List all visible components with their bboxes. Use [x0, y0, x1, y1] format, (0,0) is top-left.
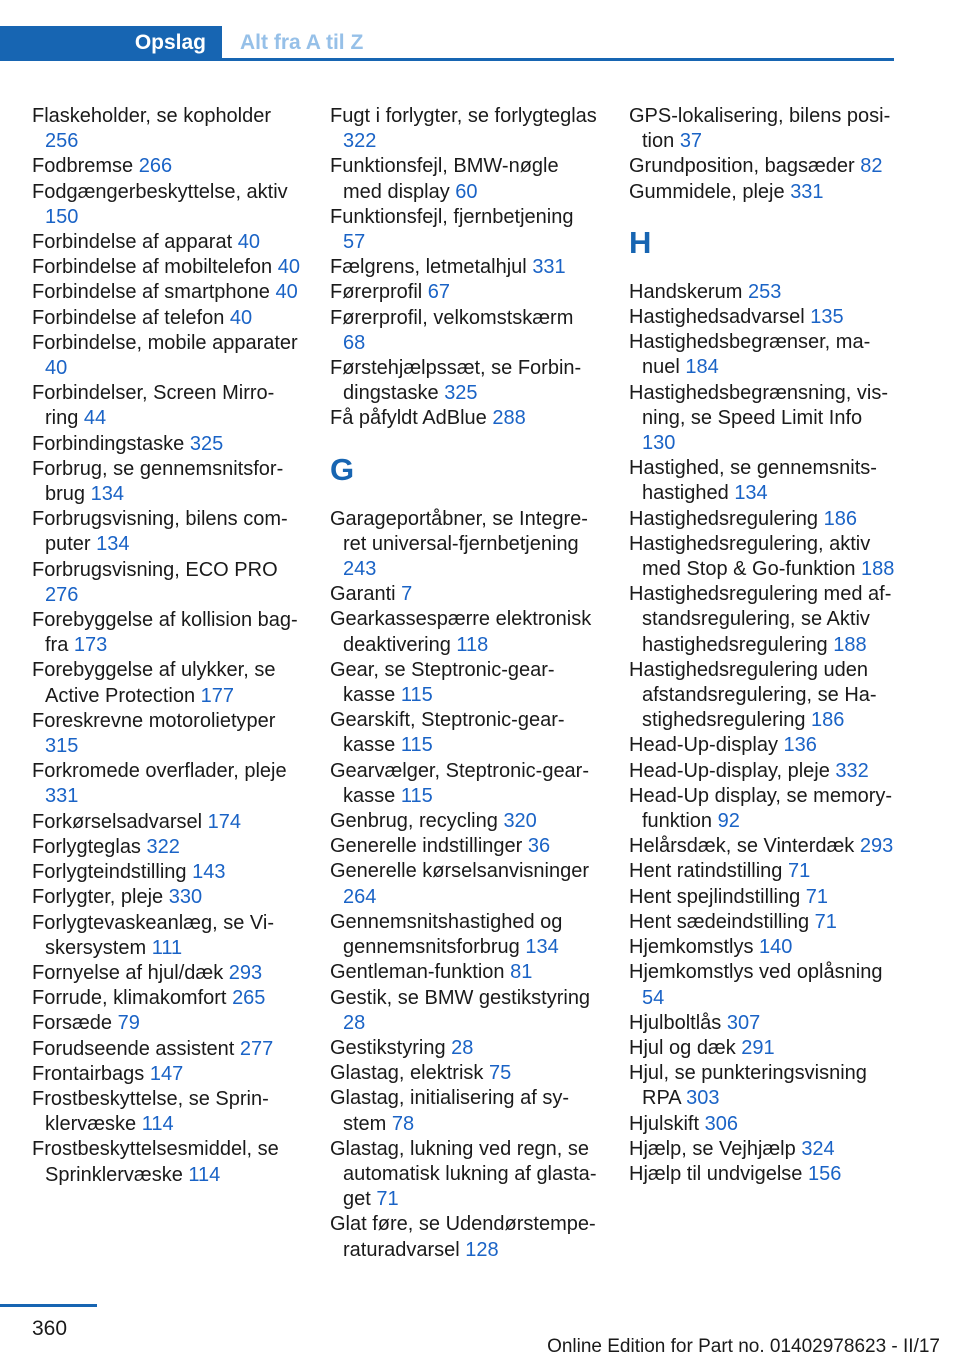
page-reference-link[interactable]: 114 — [141, 1113, 174, 1136]
index-entry-text: GPS-lokalisering, bilens position — [629, 105, 891, 153]
index-entry-text: Førerprofil — [330, 281, 423, 304]
page-reference-link[interactable]: 115 — [400, 734, 433, 757]
index-entry — [629, 784, 899, 834]
page-reference-link[interactable]: 265 — [232, 987, 266, 1010]
index-entry-text: Funktionsfejl, BMW-nøgle med display — [330, 155, 559, 203]
index-entry — [629, 910, 899, 935]
footer-divider — [0, 1304, 97, 1307]
index-entry-text: Forbindingstaske — [32, 432, 185, 455]
page-reference-link[interactable]: 331 — [532, 256, 566, 279]
page-reference-link[interactable]: 118 — [456, 633, 489, 656]
page-reference-link[interactable]: 188 — [861, 558, 895, 581]
page-reference-link[interactable]: 140 — [759, 936, 793, 959]
index-entry — [629, 1112, 899, 1137]
page-reference-link[interactable]: 188 — [833, 633, 867, 656]
page-reference-link[interactable]: 44 — [83, 407, 107, 430]
index-entry — [330, 658, 600, 708]
index-entry-text: Funktionsfejl, fjernbetjening — [330, 205, 574, 228]
index-entry-text: Forbindelse, mobile apparater — [32, 331, 298, 354]
page-reference-link[interactable]: 325 — [444, 382, 478, 405]
index-entry — [330, 1212, 600, 1262]
page-reference-link[interactable]: 114 — [188, 1163, 221, 1186]
index-entry — [330, 960, 600, 985]
index-entry-text: Gestikstyring — [330, 1036, 446, 1059]
page-reference-link[interactable]: 37 — [679, 130, 703, 153]
index-entry-text: Hastighedsregulering uden afstandsregulering, se Hastighedsregulering — [629, 658, 877, 732]
index-entry — [32, 1037, 300, 1062]
page-reference-link[interactable]: 143 — [192, 861, 226, 884]
index-entry — [629, 507, 899, 532]
index-entry — [330, 205, 600, 255]
index-entry — [629, 582, 899, 658]
index-entry — [32, 709, 300, 759]
index-entry — [330, 306, 600, 356]
index-entry-text: Førstehjælpssæt, se Forbindingstaske — [330, 357, 582, 405]
page-reference-link[interactable]: 324 — [801, 1137, 835, 1160]
index-entry-text: Generelle kørselsanvisninger — [330, 860, 590, 883]
index-entry — [629, 280, 899, 305]
page-reference-link[interactable]: 68 — [343, 331, 366, 354]
index-entry-text: Gearkassespærre elektronisk deaktivering — [330, 608, 592, 656]
page-reference-link[interactable]: 54 — [642, 986, 665, 1009]
index-entry-text: Frostbeskyttelse, se Sprinklervæske — [32, 1087, 269, 1136]
section-letter-g: G — [330, 451, 355, 487]
index-entry — [32, 860, 300, 885]
index-entry — [32, 1137, 300, 1187]
index-entry-text: Forbrugsvisning, ECO PRO — [32, 558, 278, 581]
index-entry-text: Forlygter, pleje — [32, 886, 164, 909]
index-entry — [629, 1137, 899, 1162]
index-entry-text: Glastag, elektrisk — [330, 1062, 484, 1085]
index-entry-text: Genbrug, recycling — [330, 810, 498, 833]
index-entry — [330, 255, 600, 280]
index-entry-text: Glastag, initialisering af system — [330, 1087, 569, 1135]
page-reference-link[interactable]: 174 — [207, 810, 241, 833]
page-reference-link[interactable]: 177 — [200, 684, 235, 707]
page-reference-link[interactable]: 325 — [189, 432, 224, 455]
index-entry — [330, 1061, 600, 1086]
page-reference-link[interactable]: 293 — [859, 835, 894, 858]
index-entry-text: Hastighedsregulering med afstandsregulering, se Aktiv hastighedsregulering — [629, 583, 892, 656]
index-entry — [629, 834, 899, 859]
index-entry-text: Grundposition, bagsæder — [629, 155, 855, 178]
index-entry-text: Glat føre, se Udendørstemperaturadvarsel — [330, 1213, 596, 1261]
index-entry-text: Hent sædeindstilling — [629, 910, 810, 933]
page-reference-link[interactable]: 315 — [45, 735, 79, 758]
index-entry-text: Forebyggelse af kollision bagfra — [32, 609, 298, 657]
index-entry — [32, 558, 300, 608]
page-reference-link[interactable]: 331 — [790, 180, 824, 203]
index-entry — [32, 835, 300, 860]
index-entry-text: Fugt i forlygter, se forlygteglas — [330, 105, 597, 127]
page-reference-link[interactable]: 277 — [239, 1037, 274, 1060]
page-reference-link[interactable]: 134 — [96, 533, 130, 556]
page-reference-link[interactable]: 173 — [73, 634, 108, 657]
page-number: 360 — [32, 1317, 68, 1340]
index-entry — [32, 911, 300, 961]
page-reference-link[interactable]: 82 — [860, 155, 883, 178]
index-entry — [629, 104, 899, 154]
index-entry-text: Garageportåbner, se Integreret universal-fjernbetjening — [330, 507, 588, 555]
index-entry — [32, 1062, 300, 1087]
index-entry — [330, 280, 600, 305]
page-reference-link[interactable]: 330 — [168, 886, 203, 909]
index-entry — [330, 1137, 600, 1213]
page-reference-link[interactable]: 134 — [734, 482, 768, 505]
index-entry — [629, 733, 899, 758]
index-entry-text: Forbrugsvisning, bilens computer — [32, 508, 288, 556]
page-reference-link[interactable]: 243 — [343, 558, 377, 581]
page-reference-link[interactable]: 115 — [400, 684, 433, 707]
index-entry-text: Få påfyldt AdBlue — [330, 407, 487, 430]
index-entry — [330, 910, 600, 960]
index-entry-text: Hent spejlindstilling — [629, 885, 801, 908]
page-reference-link[interactable]: 253 — [747, 280, 782, 303]
index-entry-text: Head-Up-display, pleje — [629, 759, 830, 782]
index-entry — [32, 986, 300, 1011]
index-entry — [330, 582, 600, 607]
page-reference-link[interactable]: 156 — [807, 1162, 842, 1185]
index-entry-text: Hjælp til undvigelse — [629, 1162, 803, 1185]
index-entry-text: Førerprofil, velkomstskærm — [330, 306, 574, 329]
index-entry — [330, 834, 600, 859]
index-entry-text: Fodgængerbeskyttelse, aktiv — [32, 180, 288, 203]
index-entry-text: Hent ratindstilling — [629, 860, 783, 883]
index-entry-text: Generelle indstillinger — [330, 835, 523, 858]
tab-alt-label: Alt fra A til Z — [240, 31, 364, 54]
index-entry-text: Forlygteglas — [32, 835, 141, 858]
index-entry — [629, 859, 899, 884]
page-reference-link[interactable]: 307 — [726, 1011, 761, 1034]
index-entry — [629, 330, 899, 380]
page-reference-link[interactable]: 28 — [451, 1036, 474, 1059]
page-reference-link[interactable]: 130 — [642, 432, 676, 455]
index-entry — [629, 885, 899, 910]
page-reference-link[interactable]: 331 — [45, 785, 79, 808]
page-reference-link[interactable]: 71 — [805, 885, 829, 908]
index-entry — [629, 381, 899, 457]
index-entry — [32, 104, 300, 154]
index-entry-text: Helårsdæk, se Vinterdæk — [629, 835, 855, 858]
index-entry — [32, 306, 300, 331]
index-entry-text: Hastighedsbegrænsning, visning, se Speed Limit Info — [629, 381, 889, 429]
index-entry-text: Frontairbags — [32, 1062, 145, 1085]
page-reference-link[interactable]: 256 — [45, 130, 79, 153]
index-entry — [629, 960, 899, 1010]
index-entry — [330, 507, 600, 583]
index-entry-text: Forkromede overflader, pleje — [32, 760, 287, 783]
index-entry-text: Forbindelse af mobiltelefon — [32, 256, 273, 279]
index-entry — [330, 104, 600, 154]
index-entry — [32, 759, 300, 809]
index-entry — [32, 154, 300, 179]
index-entry-text: Head-Up display, se memory-funktion — [629, 784, 893, 833]
index-entry — [330, 607, 600, 657]
index-entry — [32, 608, 300, 658]
index-entry-text: Forebyggelse af ulykker, se Active Protection — [32, 659, 276, 707]
index-entry — [330, 986, 600, 1036]
index-entry-text: Hjemkomstlys — [629, 936, 754, 959]
index-entry-text: Forlygteindstilling — [32, 861, 187, 884]
page-reference-link[interactable]: 71 — [376, 1188, 399, 1211]
index-entry — [32, 331, 300, 381]
index-entry — [629, 532, 899, 582]
index-entry — [32, 255, 300, 280]
index-entry-text: Gearskift, Steptronic-gearkasse — [330, 709, 565, 757]
page-reference-link[interactable]: 71 — [787, 860, 811, 883]
page-reference-link[interactable]: 81 — [510, 961, 533, 984]
index-entry-text: Hjul, se punkteringsvisning RPA — [629, 1062, 867, 1110]
page-reference-link[interactable]: 78 — [391, 1112, 415, 1135]
index-entry-text: Hjælp, se Vejhjælp — [629, 1137, 796, 1160]
page-reference-link[interactable]: 332 — [835, 759, 869, 782]
index-entry — [330, 1086, 600, 1136]
index-entry-text: Head-Up-display — [629, 734, 778, 757]
page-reference-link[interactable]: 134 — [525, 936, 559, 959]
page-reference-link[interactable]: 57 — [343, 231, 366, 254]
page-reference-link[interactable]: 264 — [343, 885, 377, 908]
page-reference-link[interactable]: 79 — [117, 1012, 140, 1035]
index-entry — [32, 280, 300, 305]
page-reference-link[interactable]: 67 — [427, 281, 451, 304]
index-entry-text: Forrude, klimakomfort — [32, 987, 227, 1010]
page-reference-link[interactable]: 306 — [704, 1112, 738, 1135]
page-reference-link[interactable]: 135 — [810, 306, 844, 329]
tab-alt-fra-a-til-z[interactable] — [222, 26, 894, 59]
index-entry-text: Gummidele, pleje — [629, 180, 785, 203]
page-reference-link[interactable]: 75 — [488, 1062, 512, 1085]
index-entry — [32, 432, 300, 457]
index-entry — [32, 810, 300, 835]
page-reference-link[interactable]: 186 — [811, 709, 845, 732]
index-entry — [330, 1036, 600, 1061]
index-entry-text: Hastighedsbegrænser, manuel — [629, 331, 871, 379]
index-entry-text: Hastighed, se gennemsnitshastighed — [629, 457, 877, 505]
page-reference-link[interactable]: 40 — [277, 256, 300, 279]
index-entry — [330, 356, 600, 406]
index-entry-text: Fodbremse — [32, 155, 134, 178]
index-entry-text: Gestik, se BMW gestikstyring — [330, 986, 591, 1009]
index-entry-text: Forudseende assistent — [32, 1037, 235, 1060]
index-entry — [629, 759, 899, 784]
page-reference-link[interactable]: 7 — [401, 583, 413, 606]
index-entry — [32, 507, 300, 557]
index-entry — [32, 885, 300, 910]
index-entry-text: Gear, se Steptronic-gearkasse — [330, 658, 555, 707]
page-reference-link[interactable]: 115 — [400, 784, 433, 807]
tab-opslag-label: Opslag — [134, 31, 206, 54]
index-entry — [32, 1011, 300, 1036]
index-entry — [32, 1087, 300, 1137]
index-entry — [32, 961, 300, 986]
index-column-2 — [330, 104, 600, 1263]
index-entry-text: Forbindelser, Screen Mirroring — [32, 382, 275, 430]
page-reference-link[interactable]: 320 — [503, 810, 537, 833]
page-reference-link[interactable]: 40 — [45, 357, 68, 380]
index-entry — [629, 935, 899, 960]
index-entry-text: Forlygtevaskeanlæg, se Viskersystem — [32, 911, 274, 959]
index-entry — [629, 305, 899, 330]
index-entry-text: Hastighedsregulering — [629, 507, 819, 530]
page-reference-link[interactable]: 150 — [45, 205, 79, 228]
index-entry — [330, 759, 600, 809]
page-reference-link[interactable]: 266 — [138, 155, 173, 178]
index-entry-text: Gennemsnitshastighed og gennemsnitsforbrug — [330, 910, 563, 959]
index-entry — [330, 406, 600, 431]
index-entry-text: Forbindelse af apparat — [32, 231, 233, 254]
index-entry-text: Gentleman-funktion — [330, 961, 505, 984]
index-entry-text: Hjul og dæk — [629, 1036, 736, 1059]
index-column-3 — [629, 104, 899, 1187]
page-reference-link[interactable]: 184 — [685, 356, 719, 379]
index-column-1 — [32, 104, 300, 1188]
index-entry-text: Flaskeholder, se kopholder — [32, 105, 272, 127]
index-entry — [629, 1036, 899, 1061]
index-entry — [32, 658, 300, 708]
index-entry-text: Handskerum — [629, 280, 743, 303]
page-reference-link[interactable]: 71 — [814, 910, 837, 933]
index-entry-text: Forsæde — [32, 1012, 113, 1035]
page-reference-link[interactable]: 40 — [237, 231, 260, 254]
page-reference-link[interactable]: 147 — [149, 1062, 184, 1085]
index-entry-text: Glastag, lukning ved regn, se automatisk lukning af glastaget — [330, 1137, 597, 1211]
index-entry — [629, 1162, 899, 1187]
page-reference-link[interactable]: 134 — [90, 483, 124, 506]
index-entry-text: Frostbeskyttelsesmiddel, se Sprinklervæske — [32, 1138, 279, 1186]
edition-note: Online Edition for Part no. 01402978623 - II/17 — [547, 1336, 940, 1357]
index-entry-text: Foreskrevne motorolietyper — [32, 709, 276, 732]
index-entry — [629, 456, 899, 506]
page-reference-link[interactable]: 322 — [146, 835, 180, 858]
index-entry — [629, 1011, 899, 1036]
page-reference-link[interactable]: 291 — [741, 1036, 775, 1059]
index-entry-text: Forbindelse af telefon — [32, 306, 225, 329]
index-entry — [330, 859, 600, 909]
index-entry — [32, 230, 300, 255]
page-reference-link[interactable]: 303 — [686, 1087, 720, 1110]
index-entry — [629, 1061, 899, 1111]
page-reference-link[interactable]: 293 — [228, 961, 263, 984]
index-entry — [32, 457, 300, 507]
index-entry — [330, 809, 600, 834]
page-reference-link[interactable]: 40 — [229, 306, 253, 329]
page-reference-link[interactable]: 186 — [823, 507, 857, 530]
page-reference-link[interactable]: 136 — [783, 734, 817, 757]
index-entry-text: Fornyelse af hjul/dæk — [32, 961, 224, 984]
tab-opslag[interactable] — [0, 26, 222, 59]
page-reference-link[interactable]: 36 — [527, 835, 551, 858]
index-entry-text: Hjulboltlås — [629, 1011, 722, 1034]
index-entry-text: Hjemkomstlys ved oplåsning — [629, 961, 883, 984]
page-reference-link[interactable]: 60 — [455, 180, 478, 203]
page-reference-link[interactable]: 28 — [343, 1011, 366, 1034]
index-entry-text: Hjulskift — [629, 1112, 700, 1135]
index-entry-text: Forbindelse af smartphone — [32, 281, 270, 304]
page-reference-link[interactable]: 288 — [492, 407, 526, 430]
page-reference-link[interactable]: 111 — [151, 936, 183, 959]
page-reference-link[interactable]: 128 — [465, 1238, 499, 1261]
index-entry-text: Forbrug, se gennemsnitsforbrug — [32, 457, 284, 506]
section-letter-h: H — [629, 224, 652, 260]
index-entry — [629, 180, 899, 205]
index-entry — [330, 154, 600, 204]
index-entry — [629, 658, 899, 734]
page-reference-link[interactable]: 92 — [717, 810, 740, 833]
header-divider — [0, 58, 894, 61]
index-entry-text: Hastighedsregulering, aktiv med Stop & Go-funktion — [629, 532, 871, 581]
page-reference-link[interactable]: 40 — [275, 281, 298, 304]
index-entry-text: Gearvælger, Steptronic-gearkasse — [330, 759, 590, 807]
index-entry — [330, 708, 600, 758]
index-entry-text: Forkørselsadvarsel — [32, 810, 203, 833]
index-entry — [32, 180, 300, 230]
index-entry-text: Garanti — [330, 583, 396, 606]
index-entry — [32, 381, 300, 431]
page-reference-link[interactable]: 276 — [45, 583, 79, 606]
index-entry — [629, 154, 899, 179]
index-entry-text: Hastighedsadvarsel — [629, 306, 805, 329]
page-reference-link[interactable]: 322 — [343, 130, 377, 153]
header-bar — [0, 0, 960, 62]
index-entry-text: Fælgrens, letmetalhjul — [330, 256, 527, 279]
